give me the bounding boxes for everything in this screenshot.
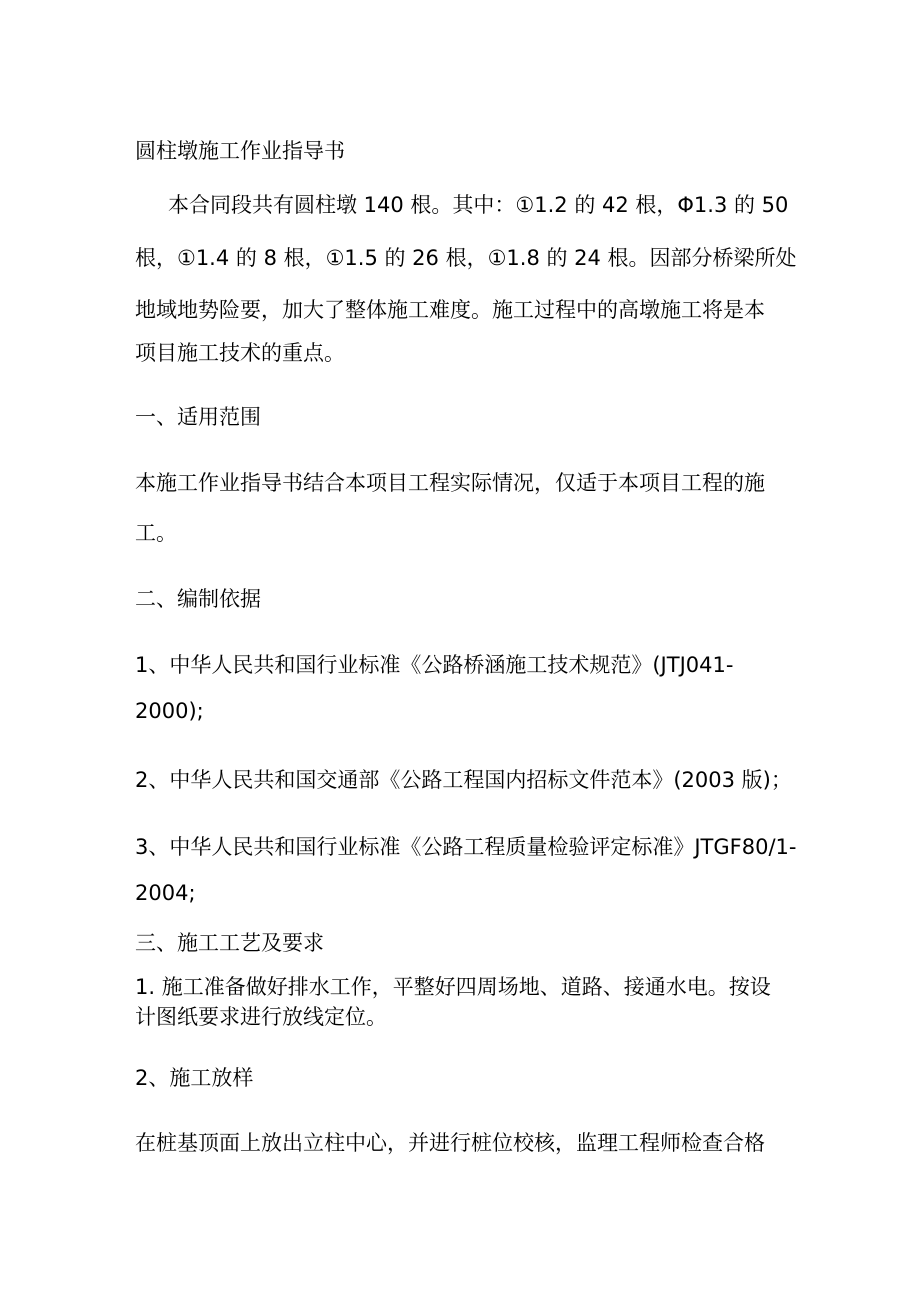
section-2-heading: 二、编制依据 — [135, 587, 261, 611]
page-title: 圆柱墩施工作业指导书 — [135, 139, 345, 163]
reference-1-line-1: 1、中华人民共和国行业标准《公路桥涵施工技术规范》(JTJ041- — [135, 653, 734, 677]
section-3-heading: 三、施工工艺及要求 — [135, 931, 324, 955]
step-1-line-1: 1. 施工准备做好排水工作，平整好四周场地、道路、接通水电。按设 — [135, 975, 771, 999]
reference-2: 2、中华人民共和国交通部《公路工程国内招标文件范本》(2003 版)； — [135, 768, 792, 792]
section-1-heading: 一、适用范围 — [135, 405, 261, 429]
intro-line-2: 根，①1.4 的 8 根，①1.5 的 26 根，①1.8 的 24 根。因部分桥梁所处 — [135, 246, 797, 270]
step-2-body: 在桩基顶面上放出立柱中心，并进行桩位校核，监理工程师检查合格 — [135, 1131, 765, 1155]
step-2-heading: 2、施工放样 — [135, 1066, 254, 1090]
intro-line-1: 本合同段共有圆柱墩 140 根。其中：①1.2 的 42 根，Φ1.3 的 50 — [168, 193, 789, 217]
reference-1-line-2: 2000); — [135, 699, 204, 723]
reference-3-line-2: 2004; — [135, 881, 196, 905]
intro-line-3: 地域地势险要，加大了整体施工难度。施工过程中的高墩施工将是本 — [135, 298, 765, 322]
intro-line-4: 项目施工技术的重点。 — [135, 341, 345, 365]
section-1-body-line-2: 工。 — [135, 521, 177, 545]
section-1-body-line-1: 本施工作业指导书结合本项目工程实际情况，仅适于本项目工程的施 — [135, 471, 765, 495]
step-1-line-2: 计图纸要求进行放线定位。 — [135, 1005, 387, 1029]
reference-3-line-1: 3、中华人民共和国行业标准《公路工程质量检验评定标准》JTGF80/1- — [135, 835, 797, 859]
